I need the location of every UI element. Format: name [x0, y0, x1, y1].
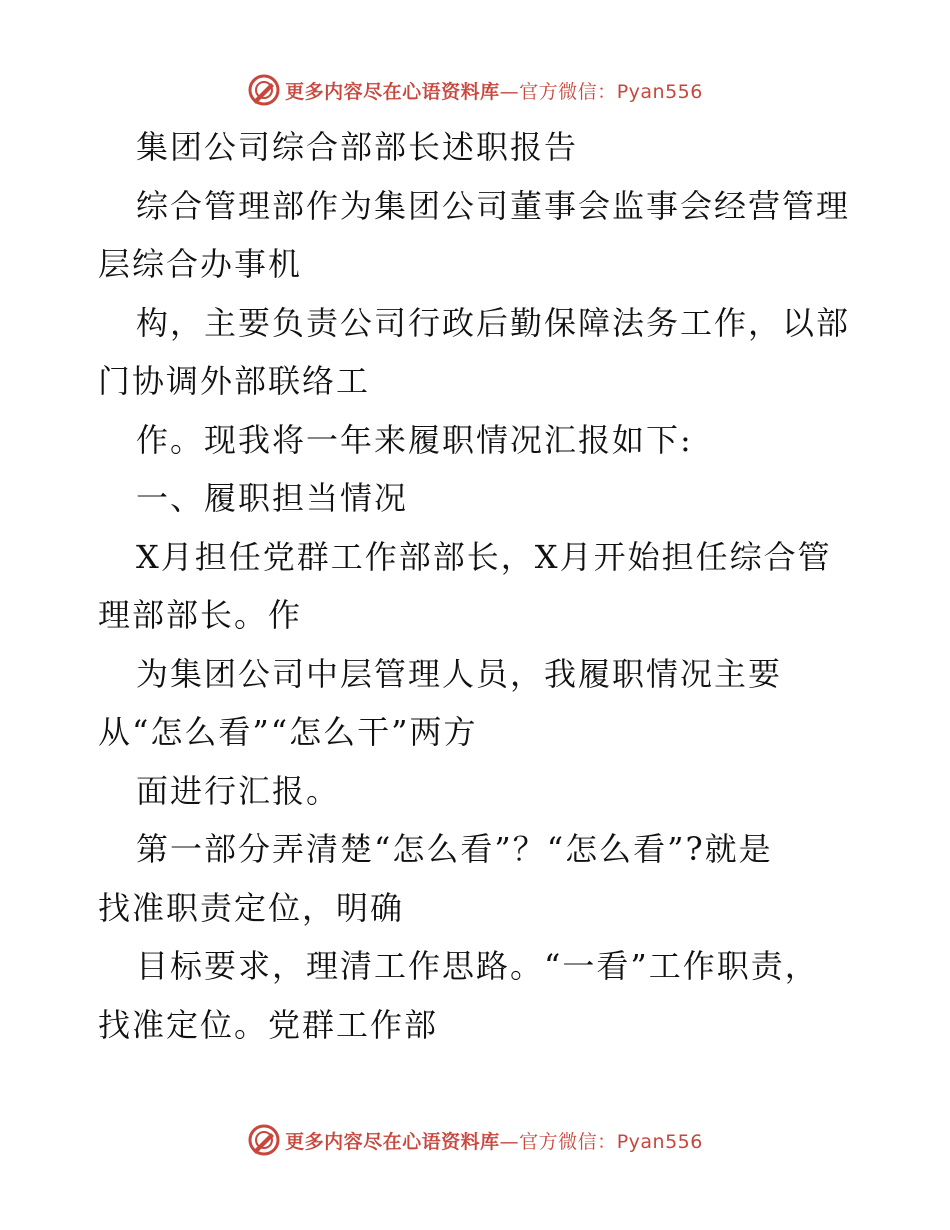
header-banner	[0, 70, 950, 110]
paragraph-line: 层综合办事机	[98, 245, 303, 283]
paragraph-line: 找准定位。党群工作部	[98, 1005, 439, 1044]
footer-banner-separator: —	[499, 1130, 520, 1153]
header-banner-sub: 官方微信：	[519, 80, 617, 103]
footer-banner-sub: 官方微信：	[519, 1130, 617, 1153]
header-banner-main: 更多内容尽在心语资料库	[285, 80, 500, 103]
paragraph-line: 为集团公司中层管理人员，我履职情况主要	[136, 654, 783, 693]
paragraph-line: X月担任党群工作部部长，X月开始担任综合管	[136, 537, 832, 576]
header-banner-separator: —	[499, 80, 520, 103]
paragraph-line: 综合管理部作为集团公司董事会监事会经营管理	[136, 186, 851, 225]
paragraph-line: 目标要求，理清工作思路。“一看”工作职责，	[136, 947, 819, 985]
paragraph-line: 从“怎么看”“怎么干”两方	[98, 713, 478, 751]
document-body	[98, 118, 858, 1054]
paragraph-line: 找准职责定位，明确	[98, 888, 405, 927]
header-banner-text	[285, 77, 703, 104]
paragraph-line: 作。现我将一年来履职情况汇报如下:	[136, 420, 693, 459]
footer-banner-main: 更多内容尽在心语资料库	[285, 1130, 500, 1153]
section-heading: 一、履职担当情况	[136, 479, 409, 517]
header-wechat-id: Pyan556	[616, 80, 703, 103]
footer-banner	[0, 1120, 950, 1160]
paragraph-line: 构，主要负责公司行政后勤保障法务工作，以部	[136, 303, 851, 342]
footer-banner-text	[285, 1127, 703, 1154]
paragraph-line: 理部部长。作	[98, 596, 303, 634]
brand-logo-icon	[247, 73, 281, 107]
paragraph-line: 门协调外部联络工	[98, 362, 371, 400]
paragraph-line: 面进行汇报。	[136, 771, 341, 810]
document-title: 集团公司综合部部长述职报告	[136, 128, 579, 166]
paragraph-line: 第一部分弄清楚“怎么看”？“怎么看”?就是	[136, 830, 773, 868]
brand-logo-icon	[247, 1123, 281, 1157]
footer-wechat-id: Pyan556	[616, 1130, 703, 1153]
